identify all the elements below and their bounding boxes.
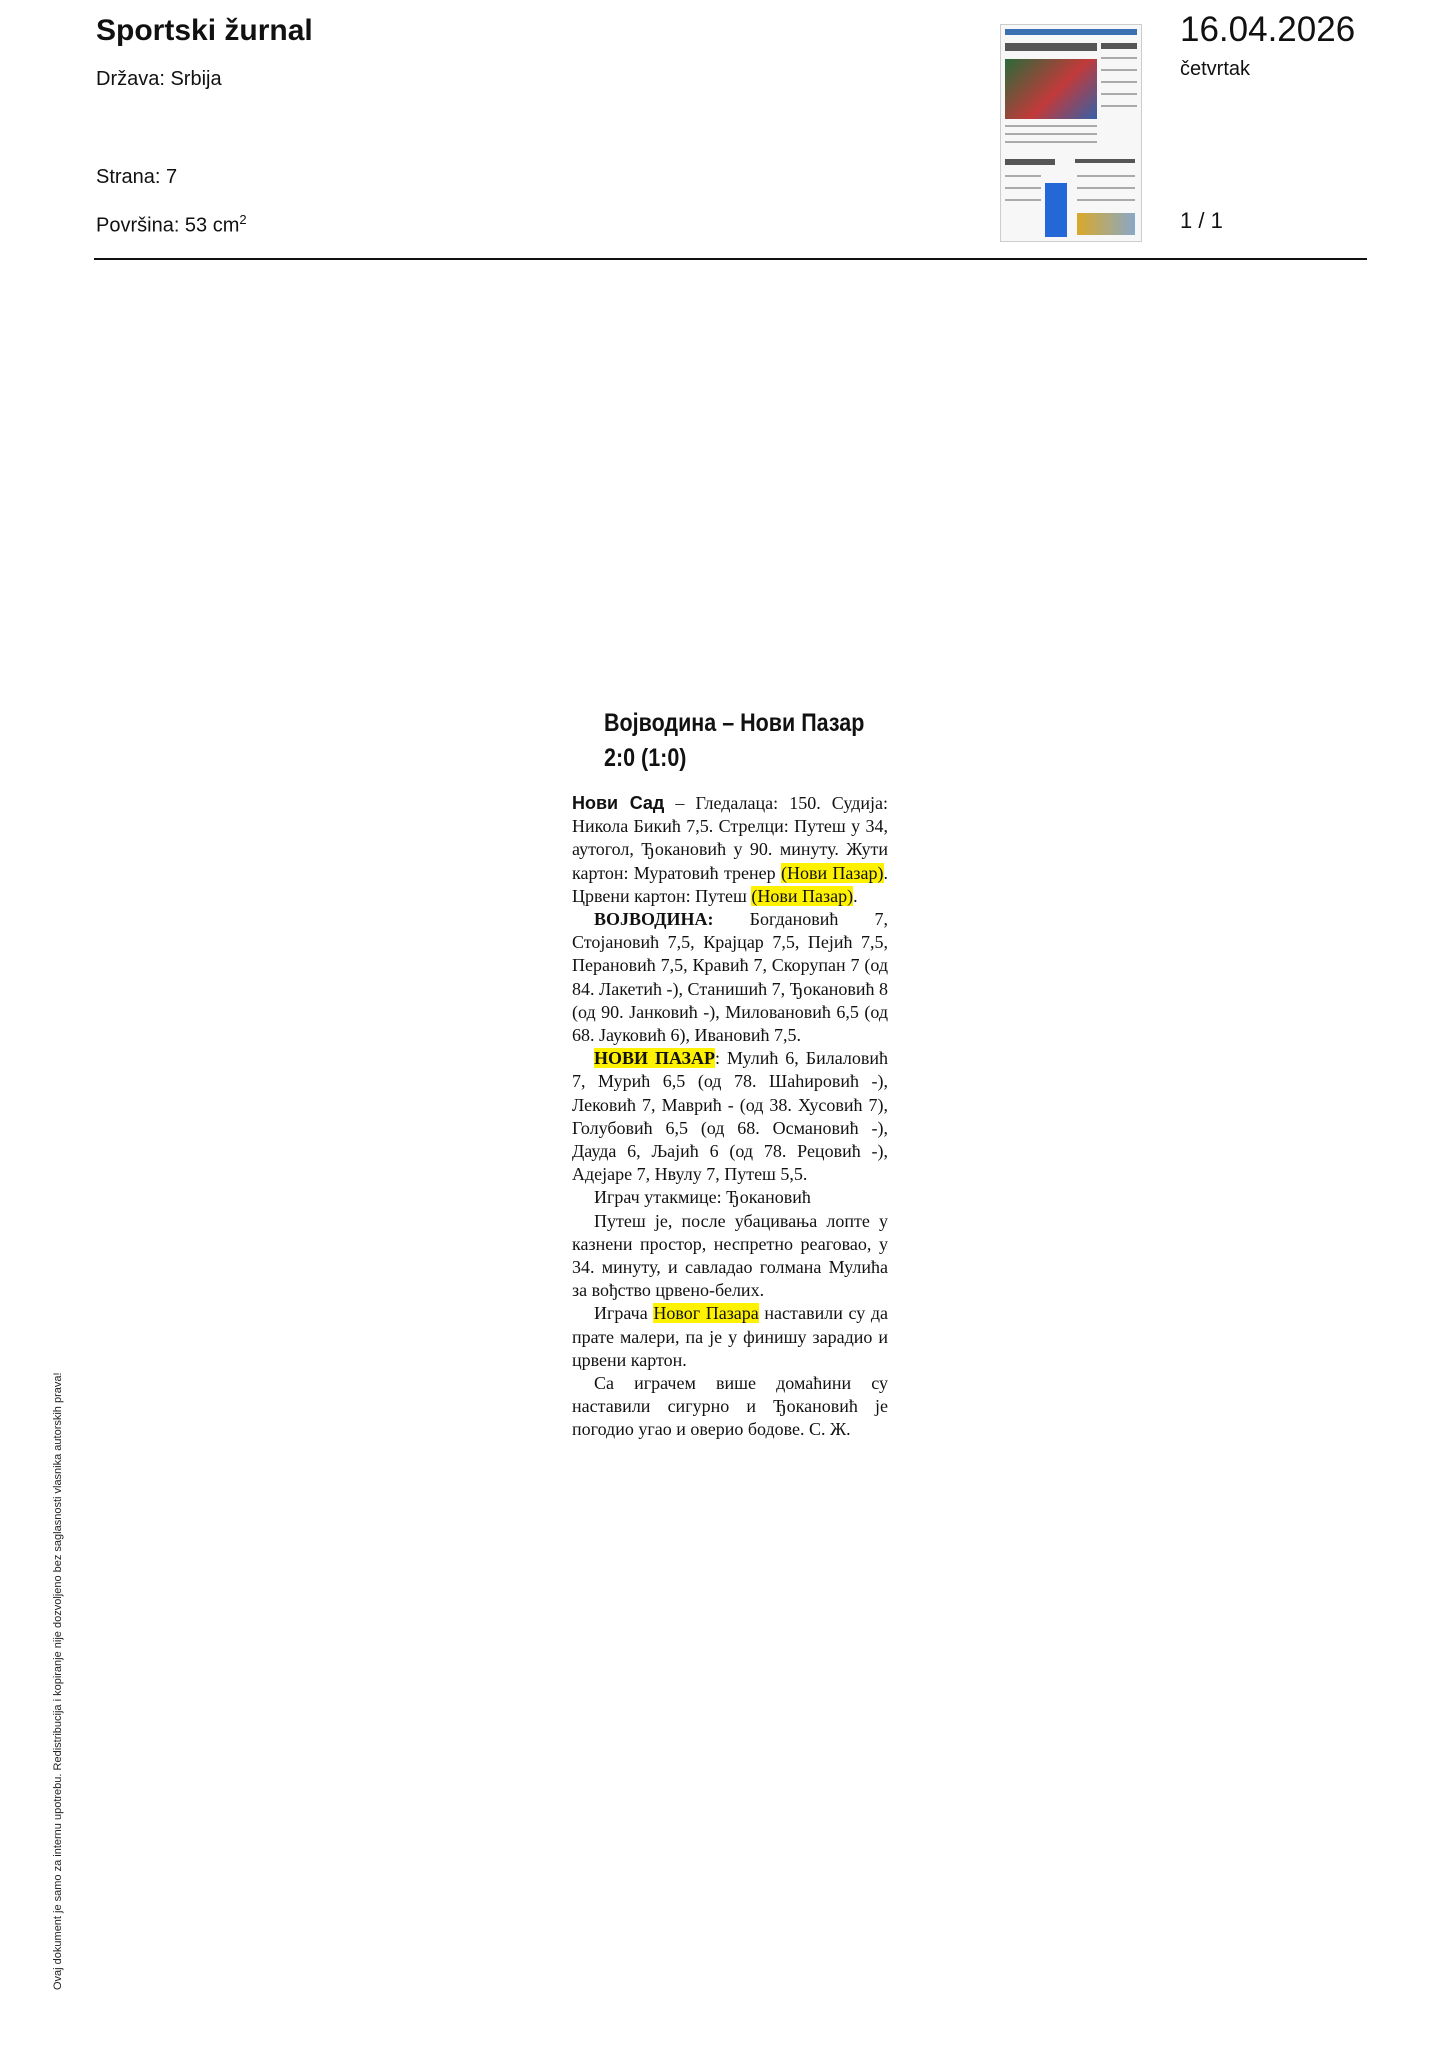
area-exponent: 2 — [239, 212, 247, 227]
novi-pazar-team-label: НОВИ ПАЗАР — [594, 1048, 716, 1069]
article-paragraph-misfortune — [572, 1302, 888, 1372]
article-paragraph-conclusion: Са играчем више домаћини су наставили сигурно и Ђокановић је погодио угао и оверио бодове. С. Ж. — [572, 1373, 888, 1440]
country-label: Država: Srbija — [96, 68, 222, 90]
page-thumbnail[interactable] — [1000, 24, 1142, 242]
highlight-team-2: (Нови Пазар) — [751, 885, 854, 906]
page-label: Strana: 7 — [96, 166, 178, 188]
issue-weekday: četvrtak — [1180, 58, 1251, 80]
thumbnail-photo — [1005, 59, 1097, 119]
area-value: Površina: 53 cm — [96, 214, 240, 237]
novi-pazar-lineup — [572, 1047, 888, 1186]
article-paragraph-goal: Путеш је, после убацивања лопте у казнени простор, неспретно реаговао, у 34. минуту, и савладао голмана Мулића за вођство црвено-белих. — [572, 1210, 888, 1301]
issue-date: 16.04.2026 — [1180, 10, 1356, 49]
vojvodina-team-label: ВОЈВОДИНА: — [594, 909, 714, 930]
page-count: 1 / 1 — [1180, 208, 1223, 233]
highlight-team-1: (Нови Пазар) — [780, 862, 884, 883]
headline-score: 2:0 (1:0) — [604, 744, 687, 772]
highlight-team-3: Новог Пазара — [653, 1303, 759, 1324]
headline-teams: Војводина – Нови Пазар — [604, 709, 865, 737]
misfortune-text-1: Играча — [594, 1303, 654, 1324]
vojvodina-lineup — [572, 908, 888, 1047]
player-of-match: Играч утакмице: Ђокановић — [594, 1187, 811, 1208]
match-place: Нови Сад — [572, 793, 665, 813]
copyright-notice: Ovaj dokument je samo za internu upotrebu. Redistribucija i kopiranje nije dozvoljeno bez saglasnosti vlasnika autorskih prava! — [52, 1372, 64, 1990]
header-divider — [94, 258, 1367, 260]
match-info-paragraph — [572, 792, 888, 908]
thumbnail-bus-photo — [1077, 213, 1135, 235]
match-info-text-3: . — [853, 885, 858, 906]
vojvodina-players: Богдановић 7, Стојановић 7,5, Крајцар 7,5, Пејић 7,5, Перановић 7,5, Кравић 7, Скорупан 7 (од 84. Лакетић -), Станишић 7, Ђокановић 8 (од 90. Јанковић -), Миловановић 6,5 (од 68. Јауковић 6), Ивановић 7,5. — [572, 909, 888, 1046]
area-label — [96, 212, 247, 238]
match-info-text-2: . Црвени картон: Путеш — [572, 862, 888, 906]
article-clipping — [572, 706, 888, 1442]
thumbnail-blue-block — [1045, 183, 1067, 237]
publication-name: Sportski žurnal — [96, 14, 313, 47]
match-info-text-1: – Гледалаца: 150. Судија: Никола Бикић 7,5. Стрелци: Путеш у 34, аутогол, Ђокановић у 90. минуту. Жути картон: Муратовић тренер — [572, 793, 888, 883]
misfortune-text-2: наставили су да прате малери, па је у финишу зарадио и црвени картон. — [572, 1303, 888, 1370]
novi-pazar-players: : Мулић 6, Билаловић 7, Мурић 6,5 (од 78. Шаһировић -), Лековић 7, Маврић - (од 38. Хусовић 7), Голубовић 6,5 (од 68. Османовић -), Дауда 6, Љајић 6 (од 78. Рецовић -), Адејаре 7, Нвулу 7, Путеш 5,5. — [572, 1048, 888, 1185]
article-headline — [604, 706, 865, 776]
